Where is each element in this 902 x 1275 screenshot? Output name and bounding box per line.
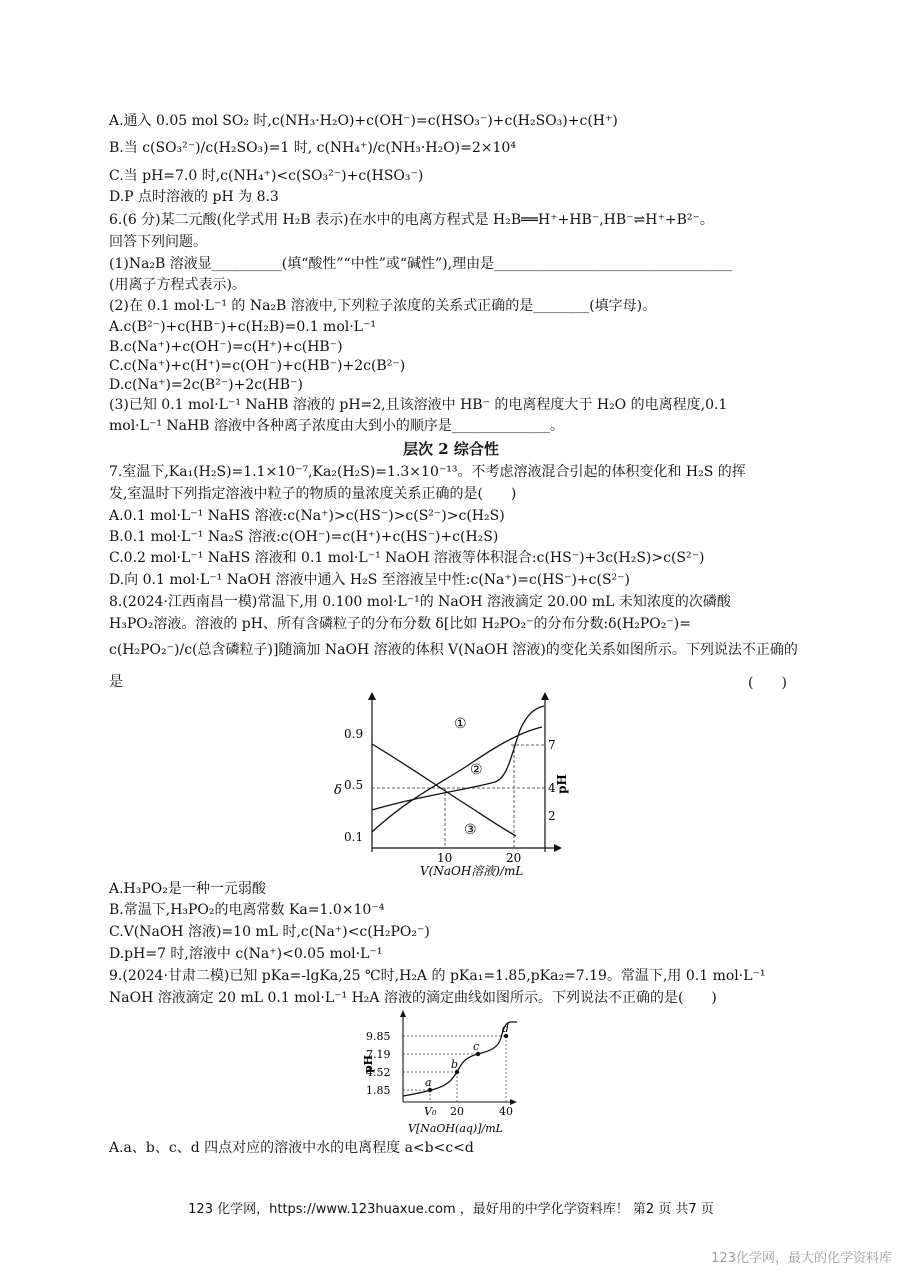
distribution-chart bbox=[330, 692, 580, 877]
q9-stem-cont: NaOH 溶液滴定 20 mL 0.1 mol·L⁻¹ H₂A 溶液的滴定曲线如图所示。下列说法不正确的是( ) bbox=[109, 990, 717, 1006]
curve-3 bbox=[372, 744, 516, 836]
page-footer: 123 化学网，https://www.123huaxue.com ，最好用的中学化学资料库！ 第2 页 共7 页 bbox=[188, 1202, 714, 1217]
q6-option-b: B.c(Na⁺)+c(OH⁻)=c(H⁺)+c(HB⁻) bbox=[109, 339, 343, 355]
axis-label-ph: pH bbox=[362, 1054, 375, 1074]
q6-option-a: A.c(B²⁻)+c(HB⁻)+c(H₂B)=0.1 mol·L⁻¹ bbox=[109, 319, 376, 335]
q7-stem-cont: 发,室温时下列指定溶液中粒子的物质的量浓度关系正确的是( ) bbox=[109, 486, 517, 502]
q6-part3-cont: mol·L⁻¹ NaHB 溶液中各种离子浓度由大到小的顺序是______________。 bbox=[109, 418, 564, 434]
left-axis-arrow-icon bbox=[368, 692, 376, 700]
tick-x-20: 20 bbox=[450, 1105, 464, 1118]
section-heading: 层次 2 综合性 bbox=[403, 440, 499, 458]
tick-y-985: 9.85 bbox=[366, 1030, 391, 1043]
q8-option-c: C.V(NaOH 溶液)=10 mL 时,c(Na⁺)<c(H₂PO₂⁻) bbox=[109, 924, 430, 940]
x-axis-label: V[NaOH(aq)]/mL bbox=[408, 1122, 503, 1135]
tick-y-452: 4.52 bbox=[366, 1066, 391, 1079]
point-label-d: d bbox=[502, 1022, 510, 1035]
q7-option-c: C.0.2 mol·L⁻¹ NaHS 溶液和 0.1 mol·L⁻¹ NaOH 溶液等体积混合:c(HS⁻)+3c(H₂S)>c(S²⁻) bbox=[109, 550, 705, 566]
axis-label-delta: δ bbox=[334, 783, 342, 798]
q8-stem: 8.(2024·江西南昌一模)常温下,用 0.100 mol·L⁻¹的 NaOH 溶液滴定 20.00 mL 未知浓度的次磷酸 bbox=[109, 594, 731, 610]
x-axis-label: V(NaOH溶液)/mL bbox=[420, 864, 524, 877]
q9-stem: 9.(2024·甘肃二模)已知 pKa=-lgKa,25 ℃时,H₂A 的 pKa₁=1.85,pKa₂=7.19。常温下,用 0.1 mol·L⁻¹ bbox=[109, 968, 766, 984]
point-label-c: c bbox=[473, 1040, 480, 1053]
titration-chart bbox=[360, 1010, 520, 1138]
q6-part2: (2)在 0.1 mol·L⁻¹ 的 Na₂B 溶液中,下列粒子浓度的关系式正确的是________(填字母)。 bbox=[109, 298, 657, 314]
tick-right-2: 2 bbox=[548, 809, 556, 823]
tick-right-7: 7 bbox=[548, 738, 556, 752]
q6-part1-note: (用离子方程式表示)。 bbox=[109, 277, 246, 293]
tick-x-20: 20 bbox=[506, 851, 522, 865]
curve-1 bbox=[372, 727, 542, 832]
q7-option-a: A.0.1 mol·L⁻¹ NaHS 溶液:c(Na⁺)>c(HS⁻)>c(S²⁻)>c(H₂S) bbox=[109, 508, 505, 524]
q5-option-b: B.当 c(SO₃²⁻)/c(H₂SO₃)=1 时, c(NH₄⁺)/c(NH₃·H₂O)=2×10⁴ bbox=[109, 140, 516, 156]
q8-answer-paren: ( ) bbox=[748, 675, 787, 691]
x-axis-arrow-icon bbox=[554, 844, 562, 852]
tick-x-v0: V₀ bbox=[424, 1105, 437, 1118]
curve-label-1: ① bbox=[454, 716, 467, 732]
titration-curve bbox=[403, 1022, 517, 1096]
q5-option-a: A.通入 0.05 mol SO₂ 时,c(NH₃·H₂O)+c(OH⁻)=c(HSO₃⁻)+c(H₂SO₃)+c(H⁺) bbox=[109, 113, 618, 129]
point-label-a: a bbox=[425, 1076, 432, 1089]
q6-option-d: D.c(Na⁺)=2c(B²⁻)+2c(HB⁻) bbox=[109, 377, 303, 393]
q5-option-d: D.P 点时溶液的 pH 为 8.3 bbox=[109, 189, 279, 205]
tick-x-10: 10 bbox=[437, 851, 453, 865]
q9-option-a: A.a、b、c、d 四点对应的溶液中水的电离程度 a<b<c<d bbox=[109, 1140, 474, 1156]
q7-option-b: B.0.1 mol·L⁻¹ Na₂S 溶液:c(OH⁻)=c(H⁺)+c(HS⁻)+c(H₂S) bbox=[109, 529, 499, 545]
q6-option-c: C.c(Na⁺)+c(H⁺)=c(OH⁻)+c(HB⁻)+2c(B²⁻) bbox=[109, 358, 406, 374]
axis-label-ph: pH bbox=[555, 774, 569, 794]
tick-y-719: 7.19 bbox=[366, 1048, 391, 1061]
q8-option-a: A.H₃PO₂是一种一元弱酸 bbox=[109, 881, 266, 897]
q6-part3: (3)已知 0.1 mol·L⁻¹ NaHB 溶液的 pH=2,且该溶液中 HB⁻ 的电离程度大于 H₂O 的电离程度,0.1 bbox=[109, 397, 728, 413]
q8-stem-2: H₃PO₂溶液。溶液的 pH、所有含磷粒子的分布分数 δ[比如 H₂PO₂⁻的分布分数:δ(H₂PO₂⁻)= bbox=[109, 616, 691, 632]
tick-right-4: 4 bbox=[548, 781, 556, 795]
q8-stem-3: c(H₂PO₂⁻)/c(总含磷粒子)]随滴加 NaOH 溶液的体积 V(NaOH 溶液)的变化关系如图所示。下列说法不正确的 bbox=[109, 642, 798, 658]
curve-label-2: ② bbox=[470, 762, 483, 778]
curve-label-3: ③ bbox=[464, 822, 477, 838]
tick-left-09: 0.9 bbox=[344, 727, 364, 741]
tick-left-05: 0.5 bbox=[344, 778, 364, 792]
q7-option-d: D.向 0.1 mol·L⁻¹ NaOH 溶液中通入 H₂S 至溶液呈中性:c(Na⁺)=c(HS⁻)+c(S²⁻) bbox=[109, 572, 631, 588]
q8-option-b: B.常温下,H₃PO₂的电离常数 Ka=1.0×10⁻⁴ bbox=[109, 902, 385, 918]
watermark: 123化学网，最大的化学资料库 bbox=[711, 1251, 892, 1266]
y-axis-arrow-icon bbox=[400, 1010, 406, 1017]
tick-left-01: 0.1 bbox=[344, 830, 364, 844]
q5-option-c: C.当 pH=7.0 时,c(NH₄⁺)<c(SO₃²⁻)+c(HSO₃⁻) bbox=[109, 168, 424, 184]
point-label-b: b bbox=[451, 1058, 459, 1071]
q7-stem: 7.室温下,Ka₁(H₂S)=1.1×10⁻⁷,Ka₂(H₂S)=1.3×10⁻¹³。不考虑溶液混合引起的体积变化和 H₂S 的挥 bbox=[109, 464, 746, 480]
tick-x-40: 40 bbox=[499, 1105, 513, 1118]
right-axis-arrow-icon bbox=[541, 692, 549, 700]
q6-stem: 6.(6 分)某二元酸(化学式用 H₂B 表示)在水中的电离方程式是 H₂B══H⁺+HB⁻,HB⁻⇌H⁺+B²⁻。 bbox=[109, 212, 714, 228]
q6-prompt: 回答下列问题。 bbox=[109, 234, 207, 250]
tick-y-185: 1.85 bbox=[366, 1084, 391, 1097]
q6-part1: (1)Na₂B 溶液显__________(填“酸性”“中性”或“碱性”),理由是__________________________________ bbox=[109, 256, 733, 272]
q8-option-d: D.pH=7 时,溶液中 c(Na⁺)<0.05 mol·L⁻¹ bbox=[109, 946, 383, 962]
q8-stem-4: 是 bbox=[109, 674, 123, 690]
